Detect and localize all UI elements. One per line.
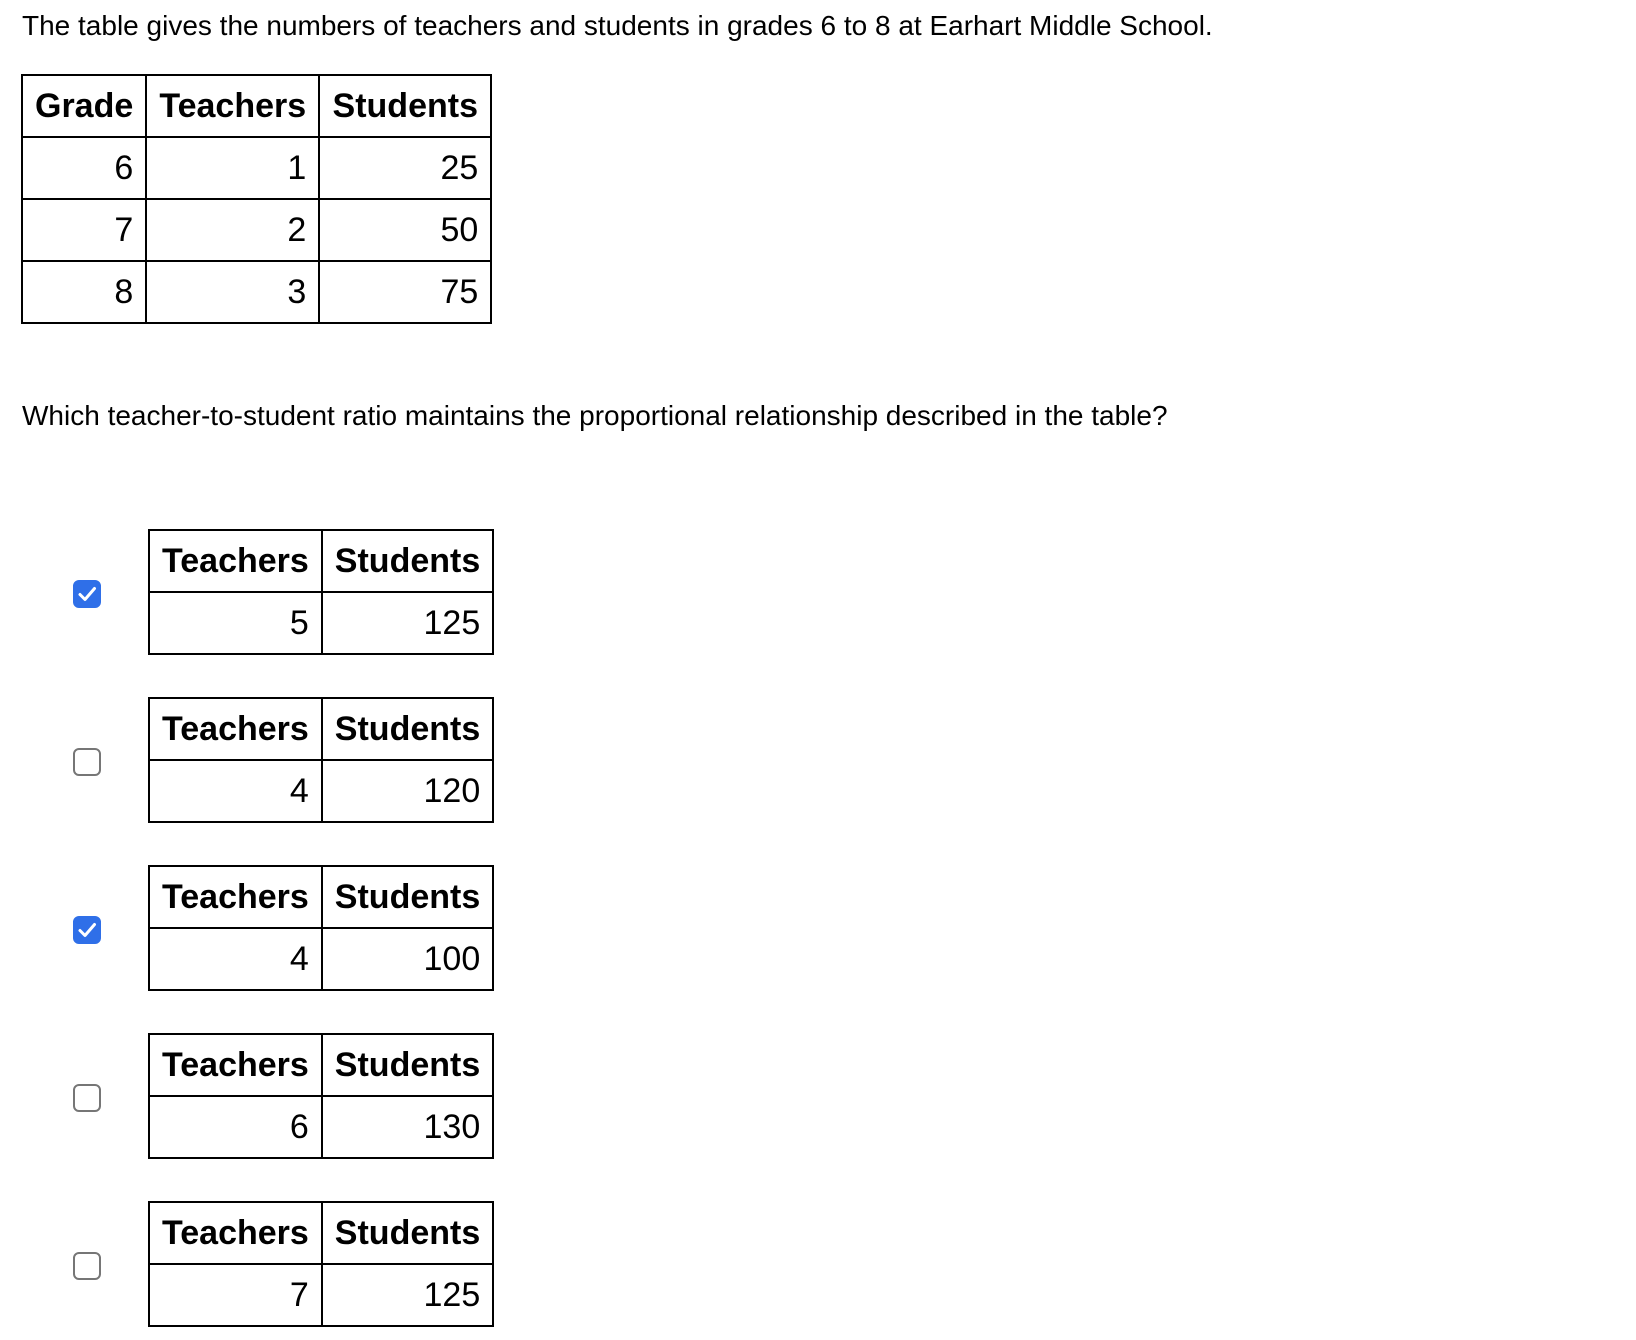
table-header-row xyxy=(149,1202,493,1264)
cell-teachers: 1 xyxy=(146,137,319,199)
cell-teachers: 3 xyxy=(146,261,319,323)
table-row xyxy=(149,1096,493,1158)
checkmark-icon xyxy=(75,918,99,942)
option-4-ratio-table xyxy=(148,1033,494,1159)
cell-students: 25 xyxy=(319,137,491,199)
table-header-row xyxy=(149,698,493,760)
table-header-row xyxy=(149,1034,493,1096)
option-5-ratio-table xyxy=(148,1201,494,1327)
table-row xyxy=(149,592,493,654)
answer-option-3 xyxy=(0,865,600,999)
option-5-checkbox[interactable] xyxy=(73,1252,101,1280)
header-teachers: Teachers xyxy=(149,1202,322,1264)
cell-teachers: 5 xyxy=(149,592,322,654)
header-teachers: Teachers xyxy=(149,866,322,928)
table-header-row xyxy=(22,75,491,137)
table-row xyxy=(22,137,491,199)
option-4-checkbox[interactable] xyxy=(73,1084,101,1112)
cell-students: 125 xyxy=(322,1264,493,1326)
cell-grade: 7 xyxy=(22,199,146,261)
cell-students: 100 xyxy=(322,928,493,990)
header-students: Students xyxy=(322,1034,493,1096)
question-text: Which teacher-to-student ratio maintains the proportional relationship described in the table? xyxy=(22,400,1168,431)
cell-teachers: 2 xyxy=(146,199,319,261)
header-students: Students xyxy=(322,866,493,928)
table-header-row xyxy=(149,866,493,928)
table-header-row xyxy=(149,530,493,592)
grade-data-table xyxy=(21,74,492,324)
header-students: Students xyxy=(319,75,491,137)
table-row xyxy=(149,1264,493,1326)
answer-option-2 xyxy=(0,697,600,831)
cell-teachers: 4 xyxy=(149,928,322,990)
option-2-ratio-table xyxy=(148,697,494,823)
table-row xyxy=(149,928,493,990)
table-row xyxy=(22,199,491,261)
header-grade: Grade xyxy=(22,75,146,137)
header-teachers: Teachers xyxy=(149,530,322,592)
cell-students: 75 xyxy=(319,261,491,323)
header-teachers: Teachers xyxy=(146,75,319,137)
option-1-checkbox[interactable] xyxy=(73,580,101,608)
option-3-ratio-table xyxy=(148,865,494,991)
header-students: Students xyxy=(322,1202,493,1264)
option-2-checkbox[interactable] xyxy=(73,748,101,776)
cell-teachers: 6 xyxy=(149,1096,322,1158)
cell-grade: 6 xyxy=(22,137,146,199)
cell-students: 50 xyxy=(319,199,491,261)
header-teachers: Teachers xyxy=(149,1034,322,1096)
option-3-checkbox[interactable] xyxy=(73,916,101,944)
checkmark-icon xyxy=(75,582,99,606)
cell-teachers: 7 xyxy=(149,1264,322,1326)
answer-option-4 xyxy=(0,1033,600,1167)
cell-teachers: 4 xyxy=(149,760,322,822)
cell-grade: 8 xyxy=(22,261,146,323)
option-1-ratio-table xyxy=(148,529,494,655)
header-teachers: Teachers xyxy=(149,698,322,760)
header-students: Students xyxy=(322,698,493,760)
header-students: Students xyxy=(322,530,493,592)
cell-students: 130 xyxy=(322,1096,493,1158)
answer-option-5 xyxy=(0,1201,600,1335)
cell-students: 120 xyxy=(322,760,493,822)
table-row xyxy=(149,760,493,822)
table-row xyxy=(22,261,491,323)
intro-text: The table gives the numbers of teachers and students in grades 6 to 8 at Earhart Middle School. xyxy=(22,10,1213,41)
cell-students: 125 xyxy=(322,592,493,654)
answer-option-1 xyxy=(0,529,600,663)
